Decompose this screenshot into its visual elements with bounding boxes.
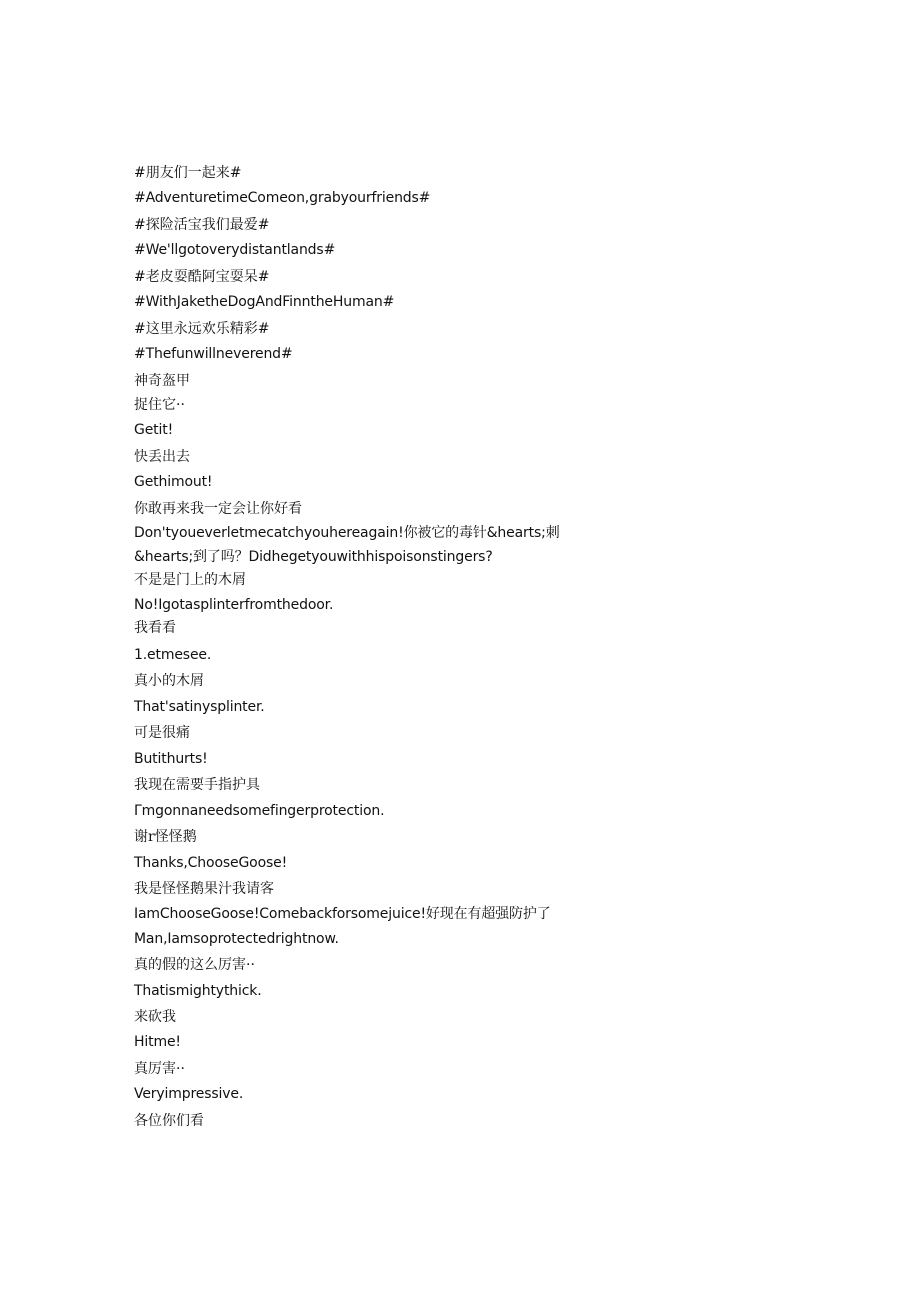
text-line: #老皮耍酷阿宝耍呆# (134, 269, 270, 285)
text-line: No!Igotasplinterfromthedoor. (134, 597, 334, 613)
text-line: 各位你们看 (134, 1113, 204, 1129)
text-line: 不是是门上的木屑 (134, 572, 246, 588)
text-line: #We'llgotoverydistantlands# (134, 242, 336, 258)
text-line: 真厉害·· (134, 1061, 185, 1077)
text-line: 真小的木屑 (134, 673, 204, 689)
text-line: 来砍我 (134, 1009, 176, 1025)
text-line: Getit! (134, 422, 174, 438)
text-line: 我看看 (134, 620, 176, 636)
text-line: #探险活宝我们最爱# (134, 217, 270, 233)
text-line: 神奇盔甲 (134, 373, 190, 389)
text-line: #这里永远欢乐精彩# (134, 321, 270, 337)
text-line: Veryimpressive. (134, 1086, 244, 1102)
text-line: #朋友们一起来# (134, 165, 242, 181)
text-line: Γmgonnaneedsomefingerprotection. (134, 803, 385, 819)
text-line: #WithJaketheDogAndFinntheHuman# (134, 294, 395, 310)
text-line: Gethimout! (134, 474, 213, 490)
text-line: Man,Iamsoprotectedrightnow. (134, 931, 339, 947)
text-line: Hitme! (134, 1034, 181, 1050)
text-line: Thanks,ChooseGoose! (134, 855, 288, 871)
text-line: &hearts;到了吗？Didhegetyouwithhispoisonstingers? (134, 549, 493, 565)
text-line: 捉住它·· (134, 397, 185, 413)
text-line: #AdventuretimeComeon,grabyourfriends# (134, 190, 431, 206)
text-line: 可是很痛 (134, 725, 190, 741)
text-line: Don'tyoueverletmecatchyouhereagain!你被它的毒针&hearts;刺 (134, 525, 560, 541)
text-line: 你敢再来我一定会让你好看 (134, 501, 302, 517)
text-line: 我现在需要手指护具 (134, 777, 260, 793)
text-line: 快丢出去 (134, 449, 190, 465)
text-line: 谢r怪怪鹅 (134, 829, 197, 845)
text-line: 真的假的这么厉害·· (134, 957, 255, 973)
text-line: 我是怪怪鹅果汁我请客 (134, 881, 274, 897)
text-line: 1.etmesee. (134, 647, 212, 663)
text-line: Butithurts! (134, 751, 208, 767)
text-line: Thatismightythick. (134, 983, 262, 999)
text-line: #Thefunwillneverend# (134, 346, 293, 362)
text-line: IamChooseGoose!Comebackforsomejuice!好现在有超强防护了 (134, 906, 551, 922)
text-line: That'satinysplinter. (134, 699, 265, 715)
